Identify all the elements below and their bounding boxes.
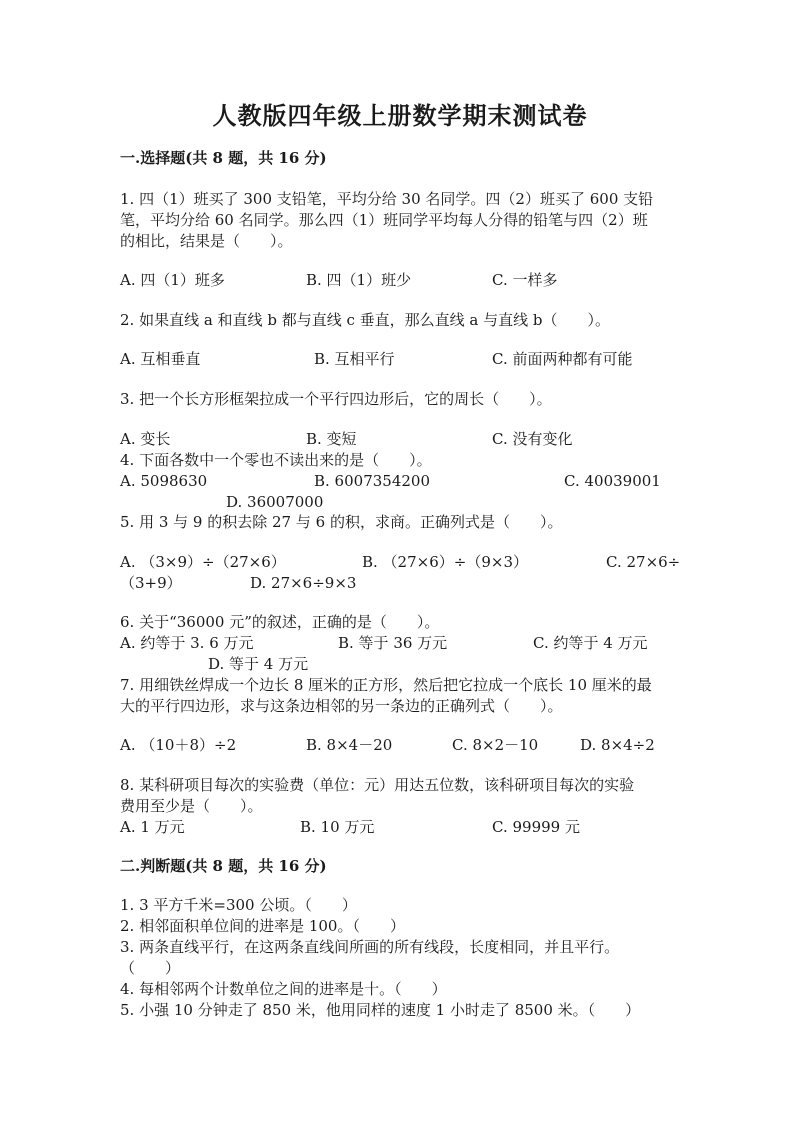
question-text: 3. 把一个长方形框架拉成一个平行四边形后，它的周长（ ）。 (120, 390, 552, 408)
question-text: 2. 如果直线 a 和直线 b 都与直线 c 垂直，那么直线 a 与直线 b（ ）。 (120, 311, 610, 329)
answer-option: A. 四（1）班多 (120, 271, 225, 289)
answer-option: A. 1 万元 (120, 818, 185, 836)
answer-option: A. 变长 (120, 430, 171, 448)
answer-option: C. 40039001 (564, 472, 661, 490)
question-text: 大的平行四边形，求与这条边相邻的另一条边的正确列式（ ）。 (120, 697, 563, 715)
question-text: 6. 关于“36000 元”的叙述，正确的是（ ）。 (120, 613, 440, 631)
question-text: 7. 用细铁丝焊成一个边长 8 厘米的正方形，然后把它拉成一个底长 10 厘米的最 (120, 676, 652, 694)
answer-option: C. 没有变化 (492, 430, 573, 448)
page-title: 人教版四年级上册数学期末测试卷 (212, 101, 588, 130)
answer-option: （3+9） (120, 574, 182, 592)
answer-option: B. 变短 (306, 430, 357, 448)
answer-option: D. 36007000 (226, 493, 324, 511)
answer-option: A. 互相垂直 (120, 350, 201, 368)
question-text: 费用至少是（ ）。 (120, 797, 263, 815)
answer-option: B. 等于 36 万元 (338, 634, 448, 652)
judgement-item: （ ） (120, 959, 181, 977)
question-text: 8. 某科研项目每次的实验费（单位：元）用达五位数，该科研项目每次的实验 (120, 776, 635, 794)
judgement-item: 3. 两条直线平行，在这两条直线间所画的所有线段，长度相同，并且平行。 (120, 938, 620, 956)
answer-option: C. 约等于 4 万元 (533, 634, 648, 652)
answer-option: B. 6007354200 (314, 472, 430, 490)
question-text: 的相比，结果是（ ）。 (120, 232, 293, 250)
judgement-item: 1. 3 平方千米=300 公顷。（ ） (120, 896, 357, 914)
answer-option: C. 99999 元 (492, 818, 580, 836)
answer-option: C. 27×6÷ (606, 553, 681, 571)
answer-option: A. （3×9）÷（27×6） (120, 553, 286, 571)
question-text: 5. 用 3 与 9 的积去除 27 与 6 的积，求商。正确列式是（ ）。 (120, 513, 563, 531)
answer-option: D. 等于 4 万元 (208, 655, 309, 673)
answer-option: A. （10＋8）÷2 (120, 736, 237, 754)
judgement-item: 5. 小强 10 分钟走了 850 米，他用同样的速度 1 小时走了 8500 米。（ ） (120, 1001, 641, 1019)
answer-option: D. 8×4÷2 (580, 736, 655, 754)
answer-option: B. 互相平行 (314, 350, 395, 368)
judgement-item: 4. 每相邻两个计数单位之间的进率是十。（ ） (120, 980, 447, 998)
answer-option: B. 四（1）班少 (306, 271, 412, 289)
answer-option: B. 10 万元 (300, 818, 375, 836)
answer-option: C. 8×2－10 (452, 736, 539, 754)
answer-option: C. 前面两种都有可能 (492, 350, 633, 368)
section-heading-judgement: 二.判断题(共 8 题，共 16 分) (120, 857, 327, 875)
answer-option: A. 约等于 3. 6 万元 (120, 634, 254, 652)
answer-option: D. 27×6÷9×3 (250, 574, 357, 592)
section-heading-choice: 一.选择题(共 8 题，共 16 分) (120, 149, 327, 167)
judgement-item: 2. 相邻面积单位间的进率是 100。（ ） (120, 917, 405, 935)
answer-option: C. 一样多 (492, 271, 558, 289)
question-text: 1. 四（1）班买了 300 支铅笔，平均分给 30 名同学。四（2）班买了 600 支铅 (120, 190, 654, 208)
answer-option: B. （27×6）÷（9×3） (362, 553, 528, 571)
question-text: 4. 下面各数中一个零也不读出来的是（ ）。 (120, 451, 432, 469)
answer-option: B. 8×4－20 (306, 736, 393, 754)
question-text: 笔，平均分给 60 名同学。那么四（1）班同学平均每人分得的铅笔与四（2）班 (120, 211, 648, 229)
answer-option: A. 5098630 (120, 472, 208, 490)
